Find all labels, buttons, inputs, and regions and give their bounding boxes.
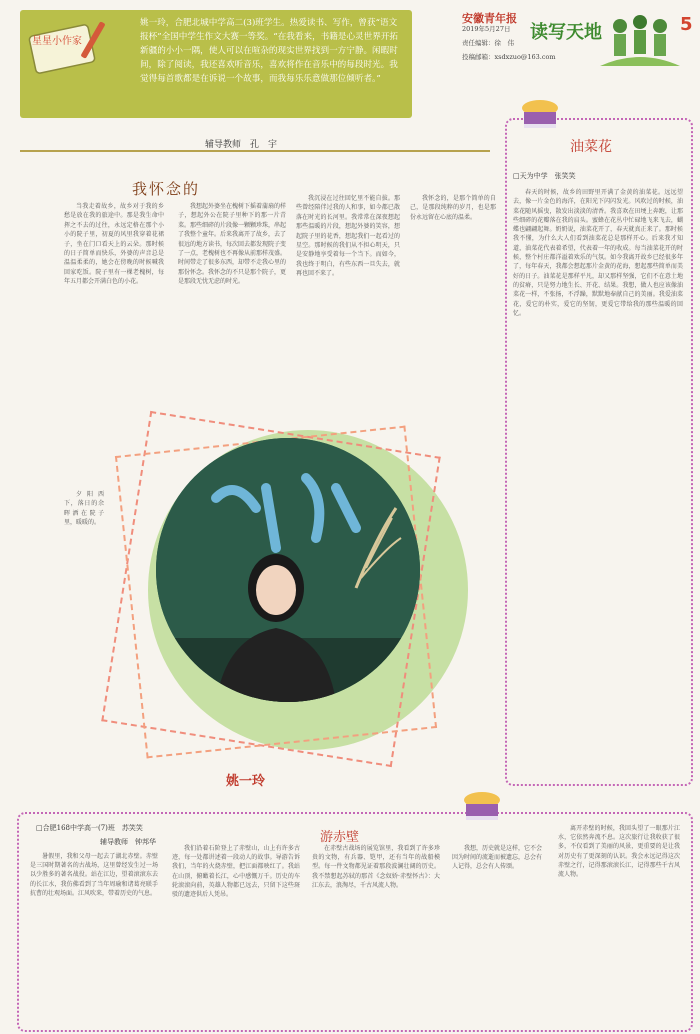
issue-date: 2019年5月27日 [462, 25, 511, 33]
writer-badge-icon [26, 14, 110, 74]
section-title: 读写天地 [530, 22, 602, 43]
travel-essay-column-5: 离开赤壁的时候，我回头望了一眼那片江水，它依然奔流不息。这次旅行让我收获了很多，不仅看到了美丽的风景，更重要的是让我对历史有了更深刻的认识。我会永远记得这次赤壁之行，记得那滚滚长江，记得那些千古风流人物。 [558, 825, 680, 879]
travel-essay-column-3: 在赤壁古战场的展览馆里，我看到了许多珍贵的文物，有兵器、铠甲，还有当年的战船模型。每一件文物都见证着那段波澜壮阔的历史。我不禁想起苏轼的那首《念奴娇·赤壁怀古》：大江东去，浪淘尽，千古风流人物。 [312, 845, 440, 889]
mentor-line: 辅导教师 孔 宇 [205, 140, 278, 150]
essay-column-1-lower: 夕阳西下，落日的余晖洒在院子里，暖暖的。 [64, 491, 104, 527]
poem-body: 春天的时候，故乡的田野里开满了金黄的油菜花。远远望去，像一片金色的海洋，在阳光下闪闪发光。风吹过的时候，油菜花随风摇曳，散发出淡淡的清香。我喜欢在田埂上奔跑，让那些细碎的花瓣落在我的肩头。蜜蜂在花丛中忙碌地飞来飞去，蝴蝶也翩翩起舞。奶奶说，油菜花开了，春天就真正来了。那时候我不懂，为什么大人们看到油菜花总是那样开心。后来我才知道，油菜花代表着希望，代表着一年的收成。每当油菜花开的时候，整个村庄都洋溢着欢乐的气氛。如今我离开故乡已经很多年了，每年春天，我都会想起那片金黄的花海，想起那些简单而美好的日子。油菜花是那样平凡，却又那样坚强，它们不在意土地的贫瘠，只是努力地生长、开花、结果。我想，做人也应该像油菜花一样，不张扬，不浮躁，默默地奉献自己的美丽。我爱油菜花，爱它的朴实，爱它的坚韧，更爱它带给我的那些温暖的回忆。 [513, 189, 683, 317]
essay-column-2: 我想起外婆坐在槐树下摇着蒲扇的样子，想起外公在院子里种下的那一片青菜。那些细碎的片段像一颗颗珍珠，串起了我整个童年。后来我离开了故乡，去了很远的地方读书，每次回去都发现院子变了一点，老槐树也不再像从前那样茂盛。时间带走了很多东西，却带不走我心里的那份怀念。我怀念的不只是那个院子，更是那段无忧无虑的时光。 [178, 203, 286, 286]
travel-essay-column-4: 我想，历史就是这样，它不会因为时间的流逝而被遗忘，总会有人记得，总会有人传颂。 [452, 845, 542, 871]
poem-title: 油菜花 [570, 139, 612, 155]
essay-column-4: 我怀念的，是那个简单的自己，是那段纯粹的岁月，也是那份永远留在心底的温柔。 [410, 195, 496, 221]
paper-name: 安徽青年报 [462, 12, 517, 25]
essay-column-3: 我沉浸在过往回忆里不能自拔。那些曾经陪伴过我的人和事，如今都已散落在时光的长河里。我常常在深夜想起那些温暖的片段，想起外婆的笑容，想起院子里的花香，想起我们一起看过的星空。那时候的我们从不担心明天，只是安静地享受着每一个当下。而如今，我也终于明白，有些东西一旦失去，就再也回不来了。 [296, 195, 400, 278]
book-badge-icon [460, 788, 504, 824]
book-badge-icon [518, 96, 562, 132]
travel-essay-school: □合肥168中学高一(7)班 苏笑笑 [36, 824, 143, 832]
travel-essay-column-1: 暑假里，我和父母一起去了湖北赤壁。赤壁是三国时期著名的古战场，这里曾经发生过一场以少胜多的著名战役。站在江边，望着滚滚东去的长江水，我仿佛看到了当年周瑜和诸葛亮联手抗曹的壮观场面。江风吹来，带着历史的气息。 [30, 853, 158, 897]
travel-essay-mentor: 辅导教师 钟邦华 [100, 838, 156, 846]
editor-credit: 责任编辑：徐 伟 [462, 39, 514, 47]
divider [20, 150, 490, 152]
student-photo [156, 438, 420, 702]
author-profile-text: 姚一玲，合肥北城中学高二(3)班学生。热爱读书、写作，曾获“语文报杯”全国中学生作文大赛一等奖。“在我看来，书籍是心灵世界开拓新疆的小小一隅，使人可以在喧杂的现实世界找到一方宁静。闲暇时间，除了阅读，我还喜欢听音乐，喜欢将作在音乐中的每段时光。我觉得每首歌都是在诉说一个故事，而我每乐乐意做那位倾听者。” [140, 18, 399, 84]
student-name: 姚一玲 [226, 774, 266, 789]
submission-email: 投稿邮箱：xsdxzuo@163.com [462, 53, 556, 61]
poem-author: □天为中学 张笑笑 [513, 172, 576, 180]
page-number: 5 [680, 14, 693, 35]
travel-essay-title: 游赤壁 [320, 830, 360, 845]
essay-column-1: 当我走着故乡，故乡对于我的乡愁是放在我的旅途中。那是我生命中挥之不去的过往，永远定格在那个小小的院子里，初夏的风里我穿着花裙子，坐在门口看天上的云朵。那时候的日子简单而快乐，外婆的声音总是温温柔柔的，她会在傍晚的时候喊我回家吃饭。院子里有一棵老槐树，每年五月都会开满白色的小花。 [64, 203, 164, 286]
students-illustration-icon [600, 8, 680, 68]
badge-label: 星星小作家 [32, 36, 82, 47]
essay-title: 我怀念的 [132, 180, 201, 198]
travel-essay-column-2: 我们沿着石阶登上了赤壁山，山上有许多古迹，每一处都讲述着一段动人的故事。导游告诉我们，当年的火烧赤壁，把江面都映红了。我站在山顶，俯瞰着长江，心中感慨万千。历史的车轮滚滚向前，英雄人物都已远去，只留下这些斑驳的遗迹供后人凭吊。 [172, 845, 300, 899]
